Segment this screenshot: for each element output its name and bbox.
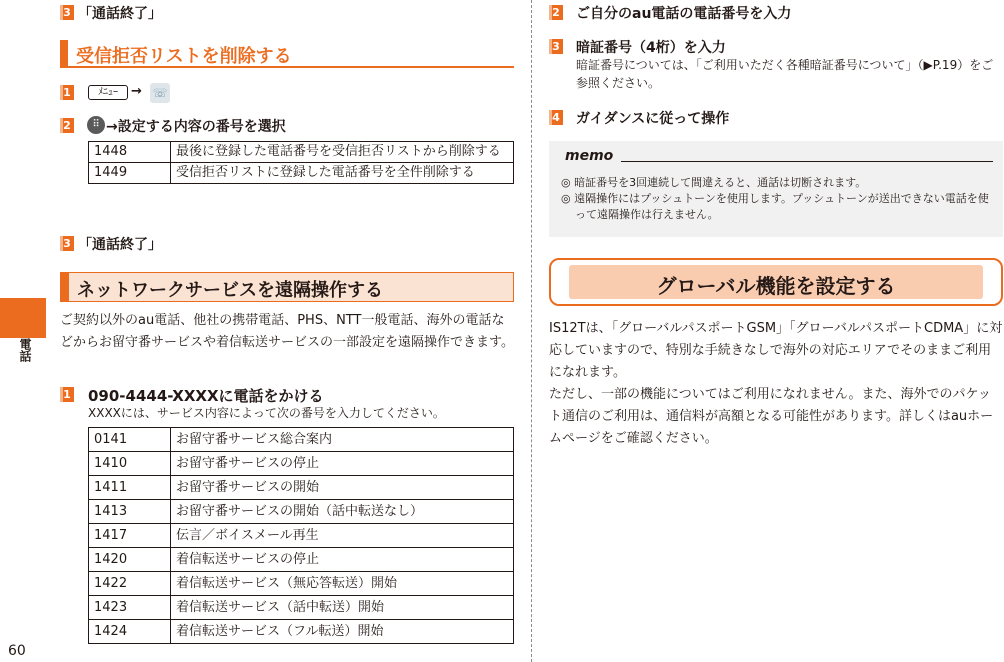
- desc-cell: 着信転送サービス（フル転送）開始: [171, 620, 514, 644]
- table-row: [89, 428, 514, 452]
- intro-paragraph: ご契約以外のau電話、他社の携帯電話、PHS、NTT一般電話、海外の電話などからお留守番サービスや着信転送サービスの一部設定を遠隔操作できます。: [60, 313, 514, 350]
- table-row: [89, 163, 514, 184]
- global-body-text: [549, 318, 1003, 450]
- section-heading: [60, 272, 514, 302]
- heading-bar: [60, 40, 68, 66]
- page-number: 60: [8, 643, 26, 659]
- desc-cell: お留守番サービスの開始: [171, 476, 514, 500]
- code-cell: 1410: [89, 452, 171, 476]
- chapter-tab: [0, 298, 46, 338]
- table-row: [89, 476, 514, 500]
- desc-cell: お留守番サービスの開始（話中転送なし）: [171, 500, 514, 524]
- desc-cell: 最後に登録した電話番号を受信拒否リストから削除する: [171, 142, 514, 163]
- code-cell: 1420: [89, 548, 171, 572]
- desc-cell: 着信転送サービス（無応答転送）開始: [171, 572, 514, 596]
- code-cell: 1449: [89, 163, 171, 184]
- memo-title: memo: [565, 148, 614, 164]
- table-row: [89, 548, 514, 572]
- step-title: 暗証番号（4桁）を入力: [576, 40, 726, 56]
- banner-heading: グローバル機能を設定する: [656, 274, 896, 298]
- step-badge: 1: [60, 387, 74, 402]
- table-row: [89, 596, 514, 620]
- code-cell: 0141: [89, 428, 171, 452]
- table-row: [89, 142, 514, 163]
- code-cell: 1424: [89, 620, 171, 644]
- step-title: 「通話終了」: [78, 6, 162, 22]
- section-heading-text: 受信拒否リストを削除する: [76, 46, 292, 67]
- step-badge: 3: [60, 5, 74, 20]
- code-cell: 1422: [89, 572, 171, 596]
- global-section-banner: [549, 258, 1003, 306]
- step-title: 090-4444-XXXXに電話をかける: [88, 387, 324, 405]
- memo-item: ◎ 遠隔操作にはプッシュトーンを使用します。プッシュトーンが送出できない電話を使って遠隔操作は行えません。: [561, 192, 989, 221]
- code-cell: 1411: [89, 476, 171, 500]
- column-divider: [531, 0, 532, 662]
- memo-list: [561, 175, 995, 223]
- step-badge: 2: [60, 118, 74, 133]
- table-row: [89, 572, 514, 596]
- step-title: 「通話終了」: [78, 237, 162, 253]
- table-row: [89, 524, 514, 548]
- code-cell: 1413: [89, 500, 171, 524]
- step-badge: 2: [549, 5, 563, 20]
- arrow-icon: →: [131, 84, 142, 99]
- desc-cell: 伝言／ボイスメール再生: [171, 524, 514, 548]
- heading-bar: [61, 273, 69, 301]
- menu-key-icon: ﾒﾆｭｰ: [88, 85, 128, 100]
- paragraph: ただし、一部の機能についてはご利用になれません。また、海外でのパケット通信のご利用は、通信料が高額となる可能性があります。詳しくはauホームページをご確認ください。: [549, 387, 994, 446]
- desc-cell: 着信転送サービス（話中転送）開始: [171, 596, 514, 620]
- reject-list-codes-table: [88, 141, 514, 184]
- code-cell: 1417: [89, 524, 171, 548]
- memo-item: ◎ 暗証番号を3回連続して間違えると、通話は切断されます。: [561, 176, 867, 189]
- code-cell: 1448: [89, 142, 171, 163]
- step-title: ガイダンスに従って操作: [576, 111, 730, 127]
- step-badge: 3: [60, 236, 74, 251]
- section-heading: [60, 40, 514, 68]
- step-title: ご自分のau電話の電話番号を入力: [576, 6, 792, 22]
- step-title: →設定する内容の番号を選択: [106, 119, 286, 135]
- step-badge: 4: [549, 110, 563, 125]
- table-row: [89, 500, 514, 524]
- code-cell: 1423: [89, 596, 171, 620]
- step-description: XXXXには、サービス内容によって次の番号を入力してください。: [88, 406, 445, 420]
- chapter-label: 電話: [18, 338, 32, 362]
- section-heading-text: ネットワークサービスを遠隔操作する: [77, 280, 383, 301]
- table-row: [89, 620, 514, 644]
- banner-inner: [569, 265, 983, 299]
- step-badge: 3: [549, 39, 563, 54]
- phone-icon: ☏: [150, 83, 170, 103]
- desc-cell: お留守番サービスの停止: [171, 452, 514, 476]
- desc-cell: 受信拒否リストに登録した電話番号を全件削除する: [171, 163, 514, 184]
- paragraph: IS12Tは、「グローバルパスポートGSM」「グローバルパスポートCDMA」に対応していますので、特別な手続きなしで海外の対応エリアでそのままご利用になれます。: [549, 321, 1003, 380]
- table-row: [89, 452, 514, 476]
- memo-box: [549, 141, 1003, 237]
- step-description: 暗証番号については、「ご利用いただく各種暗証番号について」（▶P.19）をご参照ください。: [576, 58, 994, 90]
- dialpad-icon: ⠿: [87, 116, 105, 134]
- memo-rule: [621, 161, 993, 162]
- remote-service-codes-table: [88, 427, 514, 644]
- desc-cell: お留守番サービス総合案内: [171, 428, 514, 452]
- desc-cell: 着信転送サービスの停止: [171, 548, 514, 572]
- step-badge: 1: [60, 85, 74, 100]
